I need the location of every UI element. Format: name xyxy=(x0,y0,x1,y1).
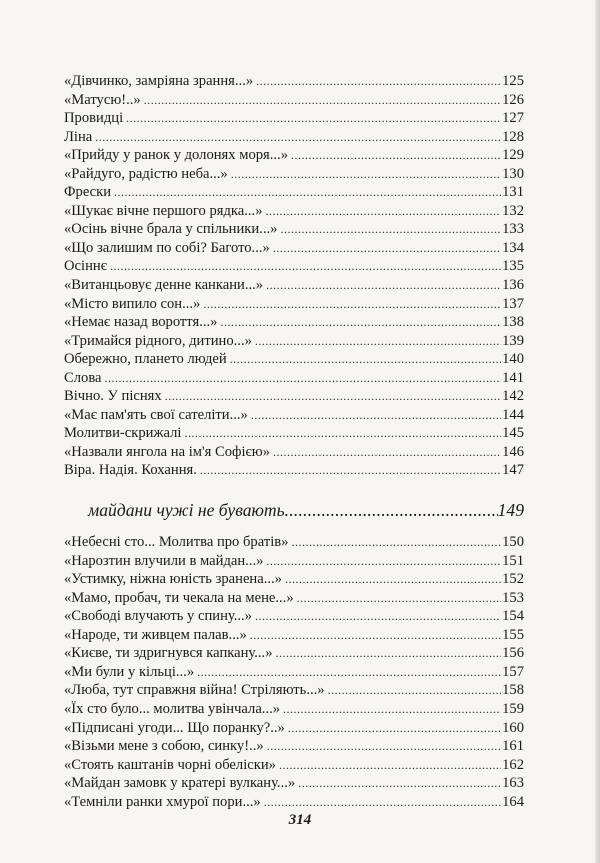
toc-entry xyxy=(64,295,524,314)
entry-title: «Устимку, ніжна юність зранена...» xyxy=(64,571,282,588)
entry-title: «Райдуго, радістю неба...» xyxy=(64,165,228,182)
leader-dots xyxy=(285,499,498,521)
toc-entry xyxy=(64,128,524,147)
leader-dots xyxy=(291,146,501,165)
entry-title: Фрески xyxy=(64,184,112,201)
section-page: 149 xyxy=(497,500,524,521)
toc-entry xyxy=(64,239,524,258)
entry-page: 162 xyxy=(502,756,524,773)
toc-entry xyxy=(64,774,524,793)
entry-title: Ліна xyxy=(64,128,93,145)
entry-page: 151 xyxy=(502,552,524,569)
leader-dots xyxy=(279,756,501,775)
entry-page: 158 xyxy=(502,682,524,699)
entry-page: 133 xyxy=(502,221,524,238)
toc-entry xyxy=(64,146,524,165)
entry-title: «Візьми мене з собою, синку!..» xyxy=(64,738,264,755)
entry-page: 161 xyxy=(502,738,524,755)
toc-entry xyxy=(64,276,524,295)
leader-dots xyxy=(256,72,501,91)
toc-entry xyxy=(64,183,524,202)
leader-dots xyxy=(291,533,501,552)
entry-page: 130 xyxy=(502,165,524,182)
entry-title: «Дівчинко, замріяна зрання...» xyxy=(64,73,254,89)
entry-page: 135 xyxy=(502,258,524,275)
entry-title: Слова xyxy=(64,369,102,386)
entry-title: Провидці xyxy=(64,110,124,127)
leader-dots xyxy=(280,220,501,239)
toc-entry xyxy=(64,91,524,110)
leader-dots xyxy=(95,128,501,147)
entry-page: 159 xyxy=(502,700,524,717)
entry-page: 145 xyxy=(502,425,524,442)
entry-title: «Їх сто було... молитва увінчала...» xyxy=(64,700,281,717)
leader-dots xyxy=(197,663,501,682)
toc-entry xyxy=(64,443,524,462)
entry-title: «Свободі влучають у спину...» xyxy=(64,608,252,625)
leader-dots xyxy=(266,202,502,221)
entry-title: «Небесні сто... Молитва про братів» xyxy=(64,534,289,551)
entry-title: «Народе, ти живцем палав...» xyxy=(64,626,247,643)
entry-title: «Місто випило сон...» xyxy=(64,295,201,312)
entry-page: 139 xyxy=(502,332,524,349)
entry-page: 129 xyxy=(502,147,524,164)
entry-title: «Мамо, пробач, ти чекала на мене...» xyxy=(64,589,294,606)
leader-dots xyxy=(250,626,501,645)
section-title: майдани чужі не бувають xyxy=(88,500,285,521)
leader-dots xyxy=(110,257,501,276)
entry-page: 140 xyxy=(502,351,524,368)
toc-entry xyxy=(64,369,524,388)
toc-entry xyxy=(64,387,524,406)
toc-entry xyxy=(64,257,524,276)
toc-entry xyxy=(64,663,524,682)
leader-dots xyxy=(203,295,501,314)
entry-title: «Тримайся рідного, дитино...» xyxy=(64,332,252,349)
entry-page: 131 xyxy=(502,184,524,201)
toc-group-1 xyxy=(64,72,524,480)
entry-title: Обережно, плането людей xyxy=(64,351,227,368)
entry-page: 128 xyxy=(502,128,524,145)
toc-entry xyxy=(64,719,524,738)
toc-entry xyxy=(64,424,524,443)
leader-dots xyxy=(255,332,501,351)
toc-entry xyxy=(64,313,524,332)
leader-dots xyxy=(328,681,502,700)
toc-entry xyxy=(64,202,524,221)
toc-entry xyxy=(64,700,524,719)
toc-entry xyxy=(64,109,524,128)
table-of-contents xyxy=(64,72,524,811)
leader-dots xyxy=(283,700,501,719)
leader-dots xyxy=(297,589,501,608)
leader-dots xyxy=(285,570,501,589)
entry-page: 141 xyxy=(502,369,524,386)
entry-page: 160 xyxy=(502,719,524,736)
entry-title: «Назвали янгола на ім'я Софією» xyxy=(64,443,271,460)
leader-dots xyxy=(184,424,501,443)
entry-title: «Києве, ти здригнувся капкану...» xyxy=(64,645,273,662)
entry-title: Осіннє xyxy=(64,258,107,275)
toc-entry xyxy=(64,552,524,571)
toc-entry xyxy=(64,570,524,589)
toc-entry xyxy=(64,644,524,663)
entry-page: 157 xyxy=(502,663,524,680)
leader-dots xyxy=(126,109,501,128)
toc-entry xyxy=(64,756,524,775)
toc-entry xyxy=(64,589,524,608)
leader-dots xyxy=(273,239,501,258)
entry-title: «Має пам'ять свої сателіти...» xyxy=(64,406,248,423)
toc-entry xyxy=(64,533,524,552)
toc-entry xyxy=(64,72,524,91)
leader-dots xyxy=(288,719,501,738)
toc-entry xyxy=(64,165,524,184)
leader-dots xyxy=(105,369,502,388)
leader-dots xyxy=(230,350,501,369)
leader-dots xyxy=(267,737,501,756)
page-edge xyxy=(595,0,600,863)
leader-dots xyxy=(200,461,501,480)
entry-page: 150 xyxy=(502,534,524,551)
toc-entry xyxy=(64,332,524,351)
entry-page: 138 xyxy=(502,314,524,331)
leader-dots xyxy=(231,165,501,184)
entry-title: «Витанцьовує денне канкани...» xyxy=(64,277,264,294)
toc-section-heading xyxy=(64,499,524,521)
leader-dots xyxy=(114,183,501,202)
toc-entry xyxy=(64,681,524,700)
entry-page: 134 xyxy=(502,239,524,256)
leader-dots xyxy=(266,276,501,295)
leader-dots xyxy=(273,443,501,462)
entry-page: 132 xyxy=(502,202,524,219)
toc-entry xyxy=(64,406,524,425)
entry-title: «Темніли ранки хмурої пори...» xyxy=(64,793,261,810)
leader-dots xyxy=(266,552,501,571)
entry-page: 155 xyxy=(502,626,524,643)
entry-title: Вічно. У піснях xyxy=(64,388,162,405)
entry-page: 152 xyxy=(502,571,524,588)
leader-dots xyxy=(264,793,501,812)
entry-page: 127 xyxy=(502,110,524,127)
toc-entry xyxy=(64,461,524,480)
leader-dots xyxy=(220,313,501,332)
entry-title: «Підписані угоди... Що поранку?..» xyxy=(64,719,285,736)
entry-title: «Майдан замовк у кратері вулкану...» xyxy=(64,775,296,792)
leader-dots xyxy=(144,91,501,110)
entry-title: «Шукає вічне першого рядка...» xyxy=(64,202,263,219)
entry-page: 147 xyxy=(502,462,524,479)
entry-page: 146 xyxy=(502,443,524,460)
entry-title: «Ми були у кільці...» xyxy=(64,663,195,680)
leader-dots xyxy=(298,774,501,793)
toc-entry xyxy=(64,220,524,239)
entry-page: 142 xyxy=(502,388,524,405)
toc-entry xyxy=(64,350,524,369)
entry-title: «Прийду у ранок у долонях моря...» xyxy=(64,147,288,164)
toc-entry xyxy=(64,626,524,645)
entry-title: «Люба, тут справжня війна! Стріляють...» xyxy=(64,682,325,699)
entry-page: 154 xyxy=(502,608,524,625)
entry-title: Молитви-скрижалі xyxy=(64,425,182,442)
entry-title: «Що залишим по собі? Багото...» xyxy=(64,239,270,256)
leader-dots xyxy=(255,607,501,626)
page-number: 314 xyxy=(288,812,312,828)
entry-page: 137 xyxy=(502,295,524,312)
entry-title: «Стоять каштанів чорні обеліски» xyxy=(64,756,276,773)
toc-entry xyxy=(64,737,524,756)
toc-entry xyxy=(64,793,524,812)
toc-entry xyxy=(64,607,524,626)
entry-title: «Осінь вічне брала у спільники...» xyxy=(64,221,278,238)
entry-page: 153 xyxy=(502,589,524,606)
entry-page: 136 xyxy=(502,277,524,294)
leader-dots xyxy=(165,387,501,406)
entry-page: 126 xyxy=(502,91,524,108)
entry-title: Віра. Надія. Кохання. xyxy=(64,462,197,479)
entry-title: «Нарозтин влучили в майдан...» xyxy=(64,552,264,569)
toc-group-2 xyxy=(64,533,524,811)
entry-page: 164 xyxy=(502,793,524,810)
leader-dots xyxy=(276,644,502,663)
entry-page: 163 xyxy=(502,775,524,792)
entry-title: «Немає назад вороття...» xyxy=(64,314,218,331)
entry-page: 156 xyxy=(502,645,524,662)
entry-title: «Матусю!..» xyxy=(64,91,141,108)
leader-dots xyxy=(251,406,501,425)
entry-page: 144 xyxy=(502,406,524,423)
entry-page: 125 xyxy=(502,73,524,89)
